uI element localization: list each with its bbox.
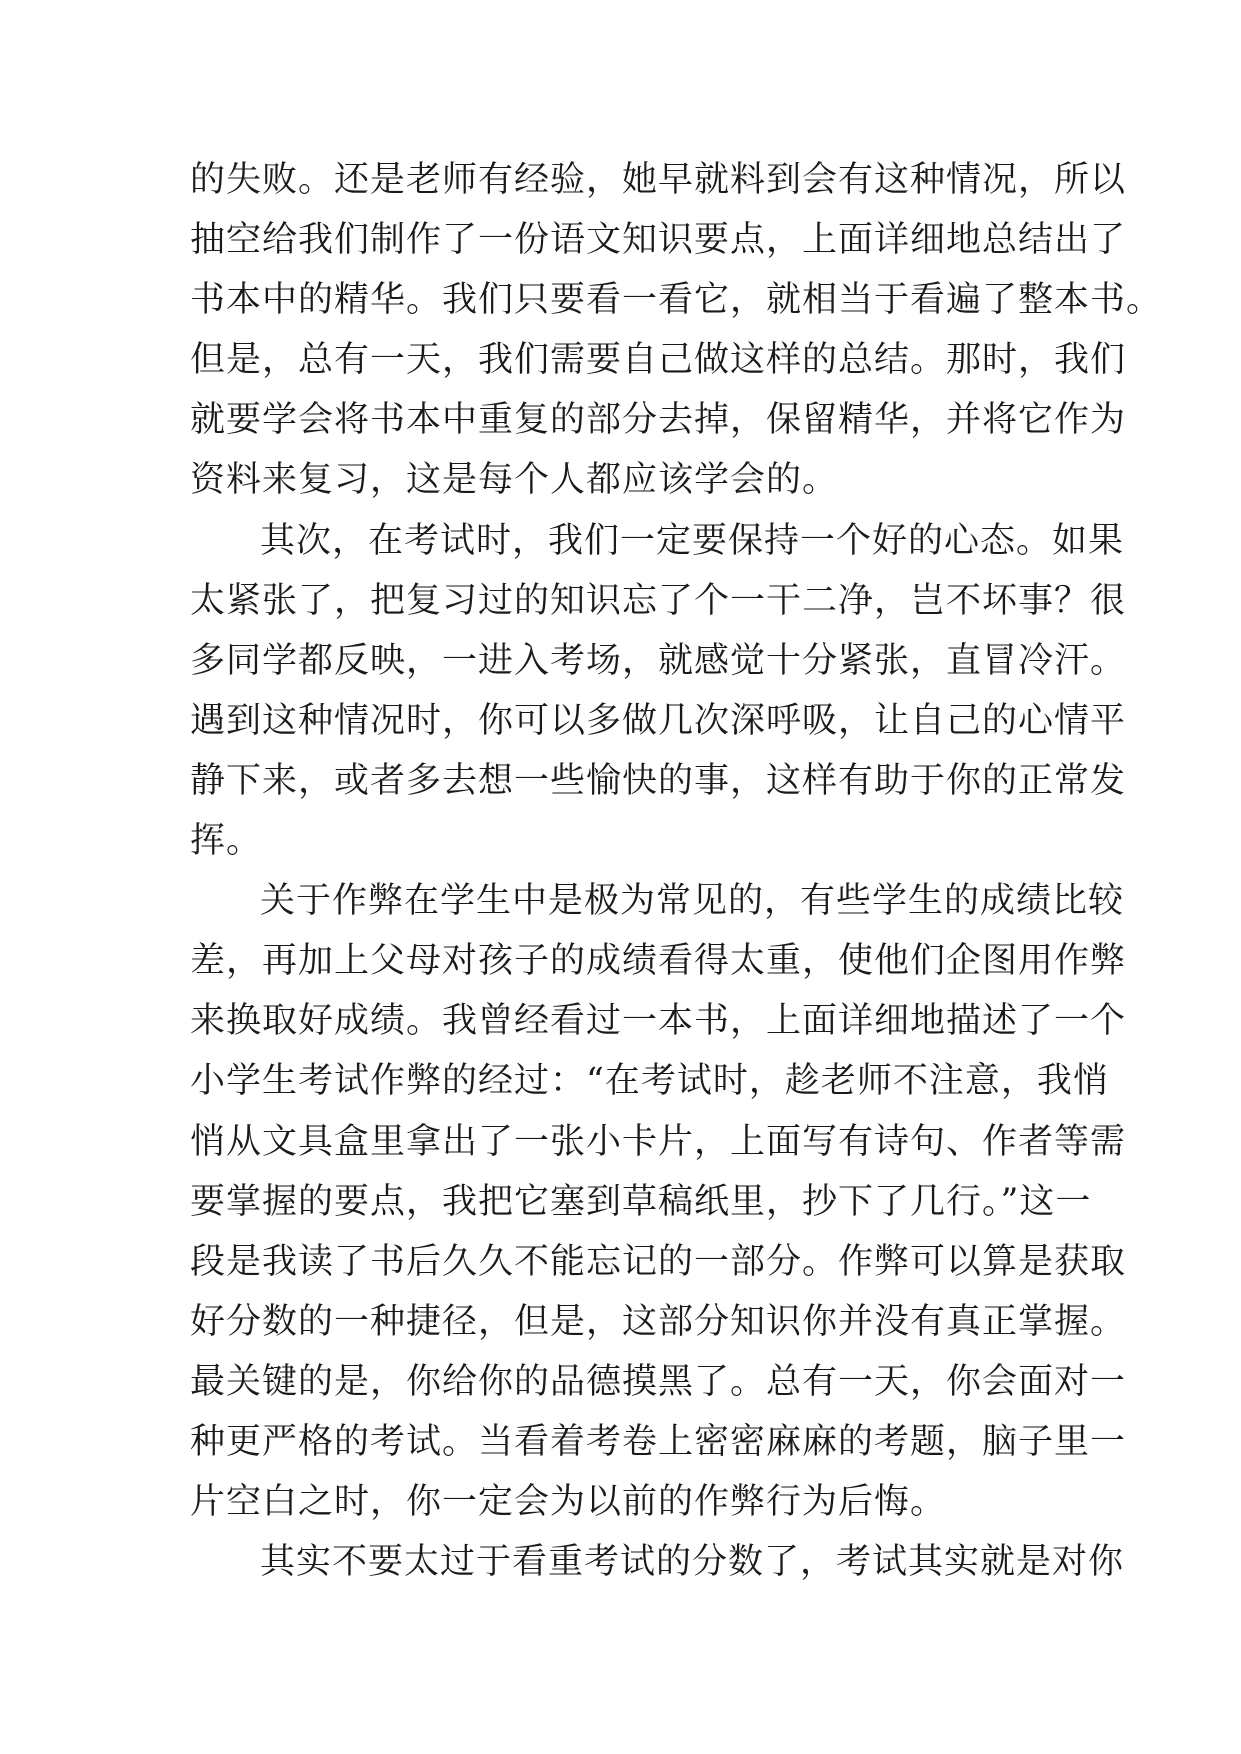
text-line: 多同学都反映，一进入考场，就感觉十分紧张，直冒冷汗。 [190, 640, 1127, 681]
text-line: 差，再加上父母对孩子的成绩看得太重，使他们企图用作弊 [190, 941, 1127, 982]
text-line: 来换取好成绩。我曾经看过一本书，上面详细地描述了一个 [190, 1001, 1127, 1042]
text-line: 要掌握的要点，我把它塞到草稿纸里，抄下了几行。”这一 [190, 1181, 1092, 1222]
text-line: 段是我读了书后久久不能忘记的一部分。作弊可以算是获取 [190, 1241, 1127, 1282]
text-line: 片空白之时，你一定会为以前的作弊行为后悔。 [190, 1482, 947, 1523]
text-line: 遇到这种情况时，你可以多做几次深呼吸，让自己的心情平 [190, 700, 1127, 741]
paragraph-first-line: 其次，在考试时，我们一定要保持一个好的心态。如果 [260, 520, 1125, 561]
text-line: 悄从文具盒里拿出了一张小卡片，上面写有诗句、作者等需 [190, 1121, 1127, 1162]
text-line: 最关键的是，你给你的品德摸黑了。总有一天，你会面对一 [190, 1361, 1127, 1402]
paragraph-first-line: 其实不要太过于看重考试的分数了，考试其实就是对你 [260, 1542, 1125, 1583]
text-line: 就要学会将书本中重复的部分去掉，保留精华，并将它作为 [190, 400, 1127, 441]
paragraph-first-line: 关于作弊在学生中是极为常见的，有些学生的成绩比较 [260, 881, 1125, 922]
text-line: 的失败。还是老师有经验，她早就料到会有这种情况，所以 [190, 160, 1127, 200]
text-line: 小学生考试作弊的经过：“在考试时，趁老师不注意，我悄 [190, 1061, 1109, 1102]
text-line: 挥。 [190, 821, 263, 862]
text-line: 太紧张了，把复习过的知识忘了个一干二净，岂不坏事？很 [190, 580, 1127, 621]
body-text [190, 150, 1163, 1592]
text-line: 抽空给我们制作了一份语文知识要点，上面详细地总结出了 [190, 220, 1127, 261]
text-line: 资料来复习，这是每个人都应该学会的。 [190, 460, 839, 501]
text-line: 静下来，或者多去想一些愉快的事，这样有助于你的正常发 [190, 760, 1127, 801]
text-line: 好分数的一种捷径，但是，这部分知识你并没有真正掌握。 [190, 1301, 1127, 1342]
text-line: 种更严格的考试。当看着考卷上密密麻麻的考题，脑子里一 [190, 1421, 1127, 1462]
text-line: 书本中的精华。我们只要看一看它，就相当于看遍了整本书。 [190, 280, 1163, 321]
text-line: 但是，总有一天，我们需要自己做这样的总结。那时，我们 [190, 340, 1127, 381]
